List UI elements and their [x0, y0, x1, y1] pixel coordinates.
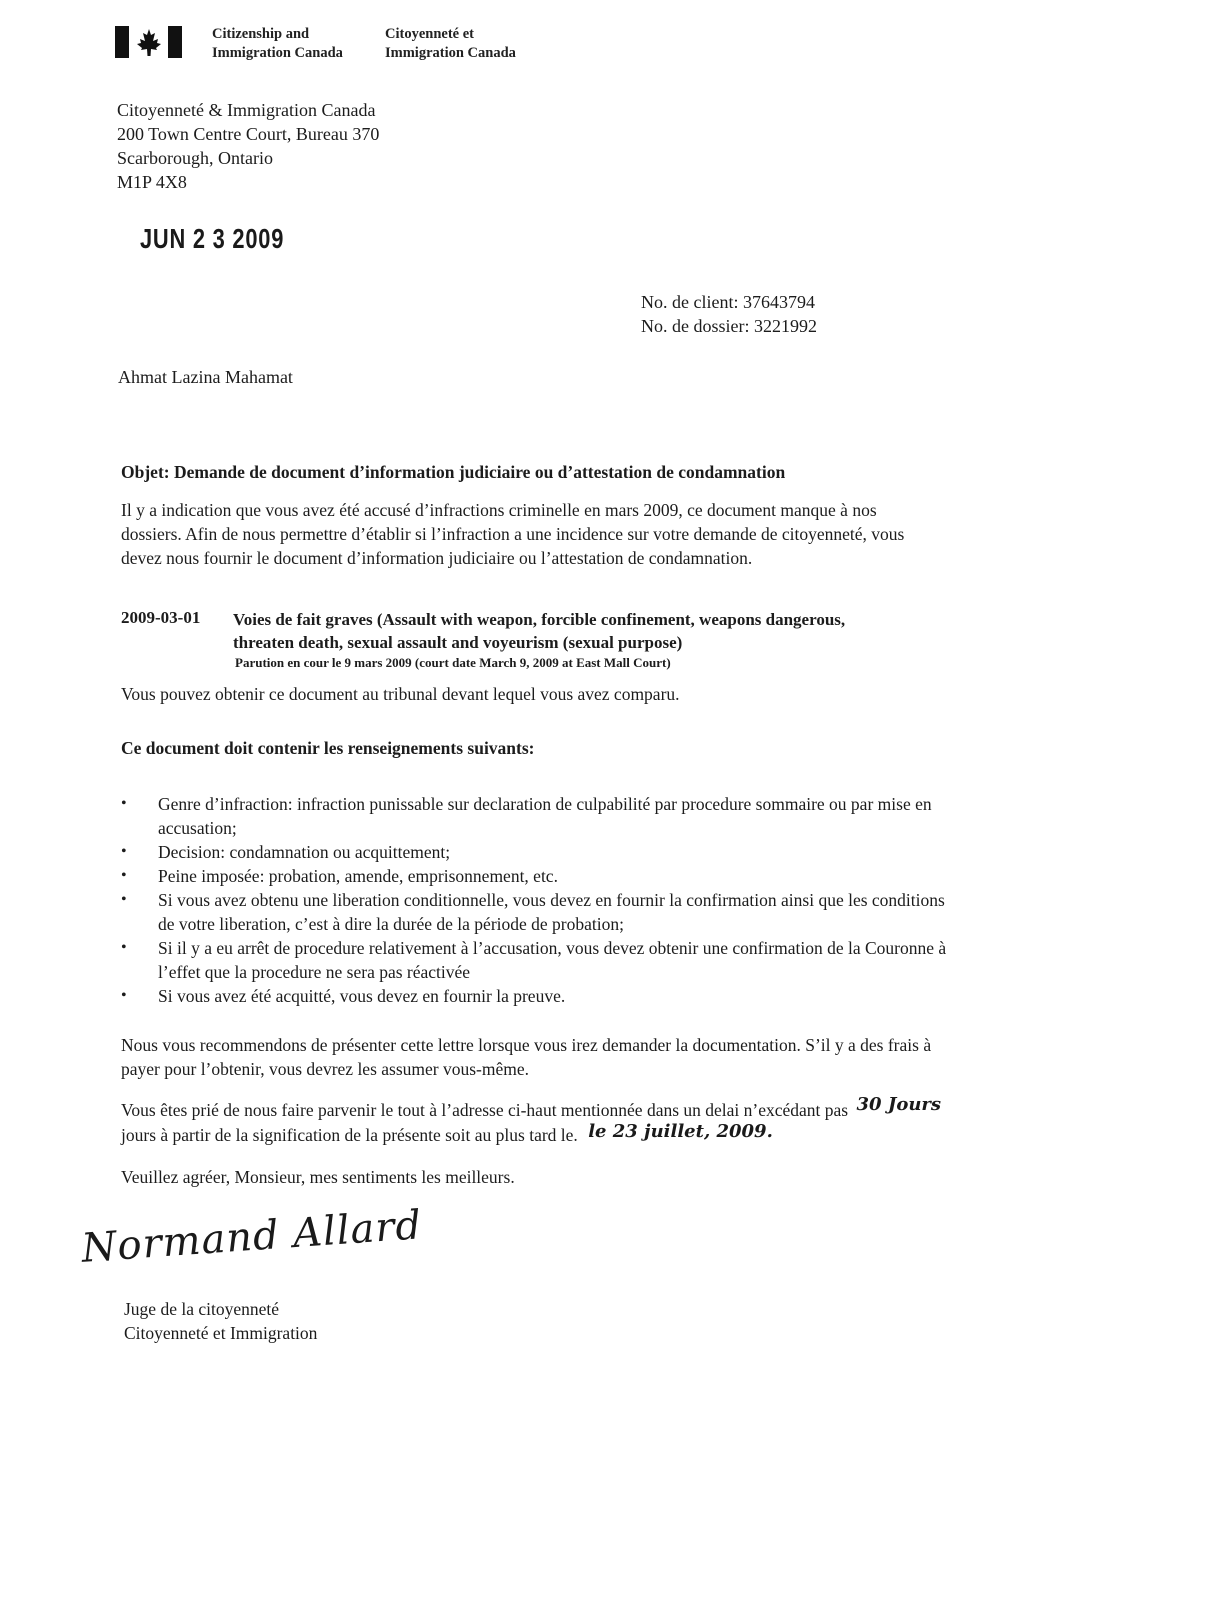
- subject-line: Objet: Demande de document d’information judiciaire ou d’attestation de condamnation: [121, 462, 786, 482]
- signatory-title: Juge de la citoyenneté Citoyenneté et Immigration: [124, 1299, 318, 1343]
- deadline-paragraph: Vous êtes prié de nous faire parvenir le tout à l’adresse ci-haut mentionnée dans un delai n’excédant pas 30 Jours jours à partir de la signification de la présente soit au plus tard le. le 23 juillet, 2009.: [121, 1094, 942, 1145]
- list-item: • Genre d’infraction: infraction punissable sur declaration de culpabilité par procedure sommaire ou par mise en accusation;: [121, 794, 932, 838]
- bullet-icon: •: [121, 891, 127, 908]
- list-item: • Si vous avez été acquitté, vous devez en fournir la preuve.: [121, 986, 566, 1006]
- requirements-list: [121, 792, 946, 1008]
- agency-name-en: Citizenship and Immigration Canada: [212, 26, 343, 61]
- requirements-heading: Ce document doit contenir les renseignements suivants:: [121, 738, 535, 758]
- list-item: • Decision: condamnation ou acquittement;: [121, 842, 451, 862]
- charge-date: 2009-03-01: [121, 608, 201, 627]
- obtain-paragraph: Vous pouvez obtenir ce document au tribunal devant lequel vous avez comparu.: [121, 684, 680, 704]
- bullet-icon: •: [121, 867, 127, 884]
- date-stamp: JUN 2 3 2009: [140, 223, 285, 254]
- canada-flag-icon: [115, 24, 185, 60]
- handwritten-date: le 23 juillet, 2009.: [588, 1121, 773, 1142]
- reference-numbers: No. de client: 37643794 No. de dossier: 3221992: [641, 292, 817, 336]
- agency-name-fr: Citoyenneté et Immigration Canada: [385, 26, 516, 61]
- intro-paragraph: Il y a indication que vous avez été accusé d’infractions criminelle en mars 2009, ce document manque à nos dossiers. Afin de nous permettre d’établir si l’infraction a une incidence sur votre demande de citoyenneté, vous devez nous fournir le document d’information judiciaire ou l’attestation de condamnation.: [121, 500, 905, 568]
- recommend-paragraph: Nous vous recommendons de présenter cette lettre lorsque vous irez demander la documentation. S’il y a des frais à payer pour l’obtenir, vous devrez les assumer vous-même.: [121, 1035, 932, 1079]
- bullet-icon: •: [121, 795, 127, 812]
- charge-description: Voies de fait graves (Assault with weapon, forcible confinement, weapons dangerous, threaten death, sexual assault and voyeurism (sexual purpose): [233, 610, 846, 652]
- file-number: 3221992: [753, 316, 817, 336]
- list-item: • Si vous avez obtenu une liberation conditionnelle, vous devez en fournir la confirmation ainsi que les conditions de votre liberation, c’est à dire la durée de la période de probation;: [121, 890, 945, 934]
- handwritten-signature: Normand Allard: [80, 1202, 424, 1272]
- client-number: 37643794: [742, 292, 815, 312]
- list-item: • Si il y a eu arrêt de procedure relativement à l’accusation, vous devez obtenir une confirmation de la Couronne à l’effet que la procedure ne sera pas réactivée: [121, 938, 947, 982]
- sender-address: Citoyenneté & Immigration Canada 200 Town Centre Court, Bureau 370 Scarborough, Ontario M1P 4X8: [117, 100, 380, 192]
- bullet-icon: •: [121, 843, 127, 860]
- handwritten-days: 30 Jours: [856, 1094, 942, 1115]
- recipient-name: Ahmat Lazina Mahamat: [118, 367, 293, 387]
- closing-line: Veuillez agréer, Monsieur, mes sentiments les meilleurs.: [121, 1167, 515, 1187]
- court-date-note: Parution en cour le 9 mars 2009 (court date March 9, 2009 at East Mall Court): [235, 655, 671, 670]
- bullet-icon: •: [121, 939, 127, 956]
- list-item: • Peine imposée: probation, amende, emprisonnement, etc.: [121, 866, 558, 886]
- bullet-icon: •: [121, 987, 127, 1004]
